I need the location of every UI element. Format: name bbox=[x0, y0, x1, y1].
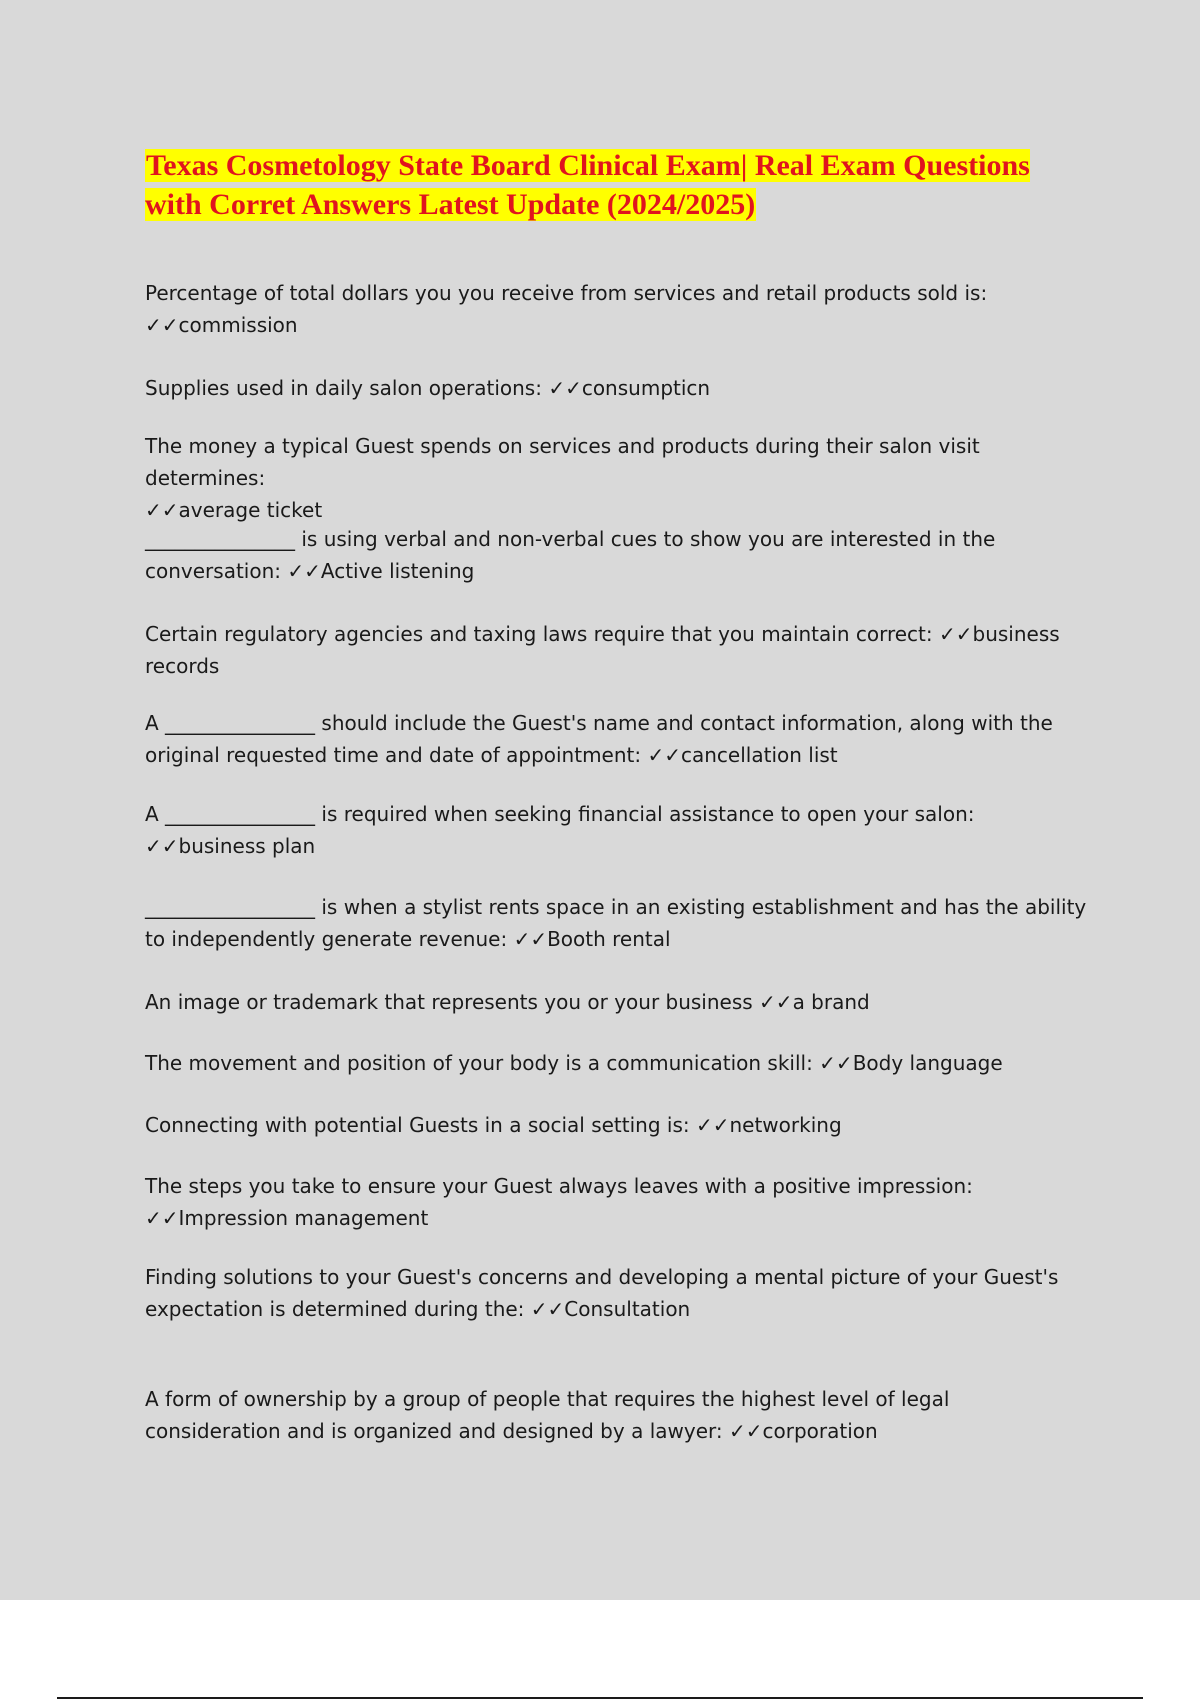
double-check-icon: ✓✓ bbox=[145, 313, 179, 337]
question-text: The movement and position of your body is a communication skill: bbox=[145, 1051, 813, 1075]
answer-text: Consultation bbox=[564, 1297, 691, 1321]
answer-text: commission bbox=[178, 313, 298, 337]
answer-text: average ticket bbox=[178, 498, 323, 522]
double-check-icon: ✓✓ bbox=[647, 743, 681, 767]
answer-text: corporation bbox=[762, 1419, 878, 1443]
question-text: A _______________ should include the Guest's name and contact information, along with the original requested time and date of appointment: bbox=[145, 711, 1053, 767]
question-text: A _______________ is required when seeking financial assistance to open your salon: bbox=[145, 802, 975, 826]
double-check-icon: ✓✓ bbox=[728, 1419, 763, 1443]
double-check-icon: ✓✓ bbox=[145, 834, 179, 858]
qa-item bbox=[145, 1170, 1090, 1234]
double-check-icon: ✓✓ bbox=[548, 376, 582, 400]
title-highlight: Texas Cosmetology State Board Clinical Exam| Real Exam Questions with Corret Answers Latest Update (2024/2025) bbox=[145, 149, 1030, 221]
qa-item bbox=[145, 430, 1090, 526]
qa-item bbox=[145, 891, 1090, 955]
qa-item bbox=[145, 523, 1090, 587]
double-check-icon: ✓✓ bbox=[145, 498, 179, 522]
double-check-icon: ✓✓ bbox=[145, 1206, 179, 1230]
answer-text: consumpticn bbox=[581, 376, 711, 400]
question-text: An image or trademark that represents you or your business bbox=[145, 990, 753, 1014]
double-check-icon: ✓✓ bbox=[695, 1113, 730, 1137]
answer-text: Impression management bbox=[178, 1206, 429, 1230]
question-text: Finding solutions to your Guest's concerns and developing a mental picture of your Guest's expectation is determined during the: bbox=[145, 1265, 1059, 1321]
answer-text: Booth rental bbox=[547, 927, 671, 951]
answer-text: a brand bbox=[792, 990, 870, 1014]
double-check-icon: ✓✓ bbox=[939, 622, 973, 646]
answer-text: Body language bbox=[852, 1051, 1003, 1075]
qa-item bbox=[145, 277, 1090, 341]
qa-item bbox=[145, 798, 1090, 862]
document-title bbox=[145, 146, 1045, 224]
double-check-icon: ✓✓ bbox=[287, 559, 321, 583]
question-text: Certain regulatory agencies and taxing laws require that you maintain correct: bbox=[145, 622, 933, 646]
double-check-icon: ✓✓ bbox=[530, 1297, 565, 1321]
question-text: The money a typical Guest spends on services and products during their salon visit determines: bbox=[145, 434, 980, 490]
footer-divider bbox=[57, 1697, 1143, 1699]
question-text: Percentage of total dollars you you receive from services and retail products sold is: bbox=[145, 281, 988, 305]
answer-text: business records bbox=[145, 622, 1060, 678]
qa-item bbox=[145, 1109, 1090, 1141]
double-check-icon: ✓✓ bbox=[513, 927, 548, 951]
question-text: Connecting with potential Guests in a social setting is: bbox=[145, 1113, 690, 1137]
double-check-icon: ✓✓ bbox=[759, 990, 793, 1014]
qa-item bbox=[145, 1261, 1090, 1325]
answer-text: Active listening bbox=[320, 559, 475, 583]
qa-item bbox=[145, 1383, 1090, 1447]
qa-item bbox=[145, 372, 1090, 404]
answer-text: business plan bbox=[178, 834, 316, 858]
question-text: A form of ownership by a group of people that requires the highest level of legal consideration and is organized and designed by a lawyer: bbox=[145, 1387, 950, 1443]
answer-text: cancellation list bbox=[681, 743, 838, 767]
qa-item bbox=[145, 986, 1090, 1018]
double-check-icon: ✓✓ bbox=[819, 1051, 853, 1075]
question-text: The steps you take to ensure your Guest always leaves with a positive impression: bbox=[145, 1174, 973, 1198]
question-text: _______________ is using verbal and non-verbal cues to show you are interested in the conversation: bbox=[145, 527, 996, 583]
qa-item bbox=[145, 618, 1090, 682]
question-text: _________________ is when a stylist rents space in an existing establishment and has the ability to independently generate revenue: bbox=[145, 895, 1087, 951]
qa-item bbox=[145, 1047, 1090, 1079]
qa-item bbox=[145, 707, 1090, 771]
question-text: Supplies used in daily salon operations: bbox=[145, 376, 542, 400]
answer-text: networking bbox=[729, 1113, 842, 1137]
